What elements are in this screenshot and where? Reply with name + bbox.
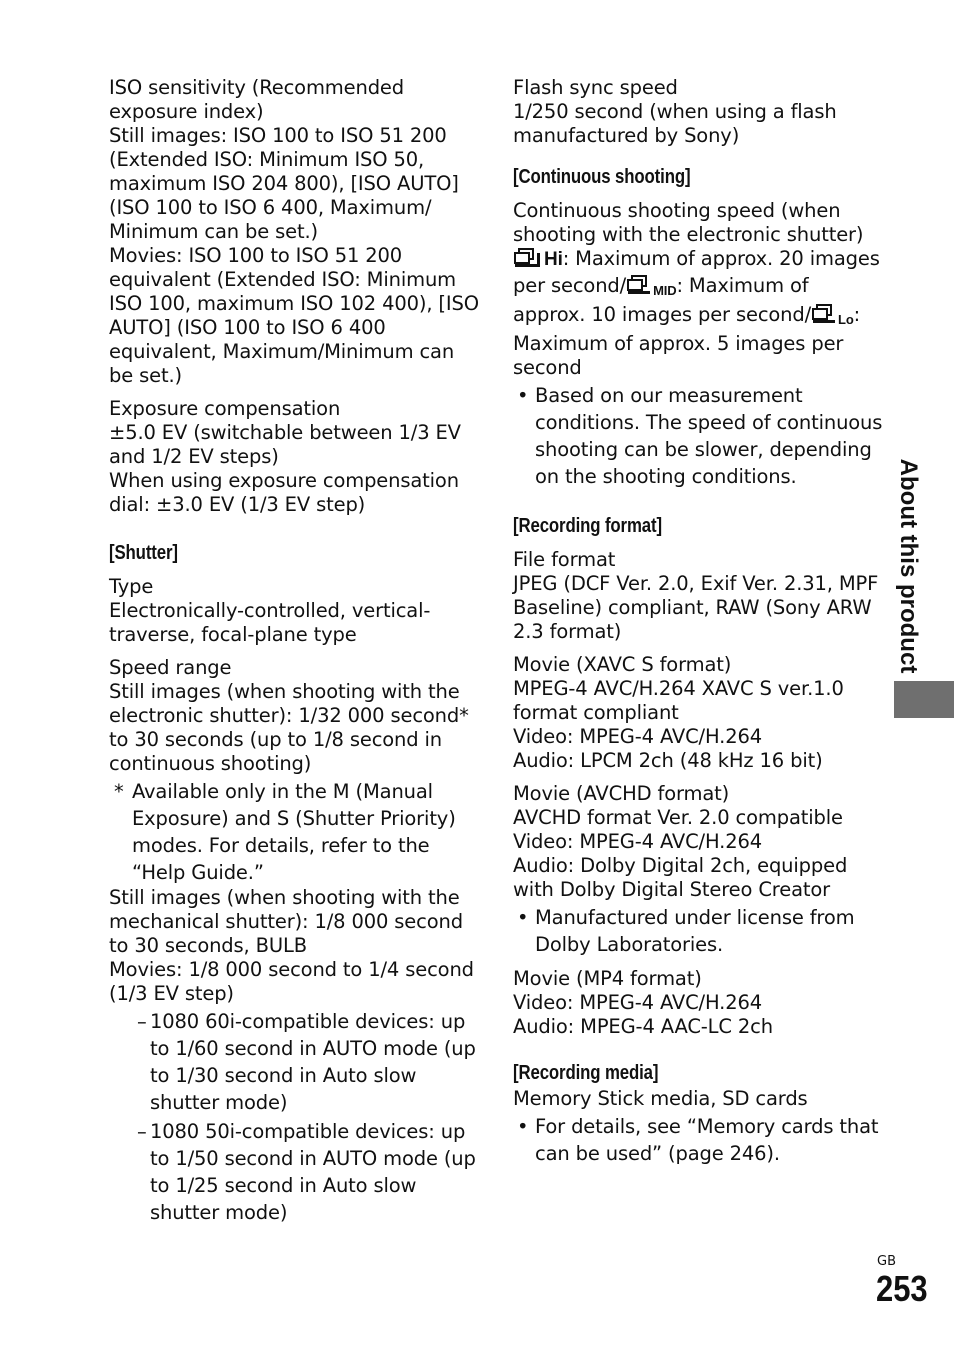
mp4-audio: Audio: MPEG-4 AAC-LC 2ch (513, 1015, 773, 1038)
speed-range-heading: Speed range (109, 656, 232, 679)
media-note (517, 1113, 885, 1167)
recording-media-section-title: [Recording media] (513, 1062, 659, 1084)
xavc-heading: Movie (XAVC S format) (513, 653, 732, 676)
dash-mark: – (137, 1120, 147, 1143)
footnote-mark: * (114, 780, 124, 803)
continuous-shooting-icon (626, 275, 652, 301)
bullet-mark: • (517, 906, 529, 929)
continuous-heading: Continuous shooting speed (when shooting with the electronic shutter) (513, 199, 864, 246)
dash-mark: – (137, 1010, 147, 1033)
speed-movies: Movies: 1/8 000 second to 1/4 second (1/3 EV step) (109, 958, 474, 1005)
exposure-heading: Exposure compensation (109, 397, 341, 420)
media-note-text: For details, see “Memory cards that can be used” (page 246). (535, 1115, 879, 1165)
exposure-dial: When using exposure compensation dial: ±3.0 EV (1/3 EV step) (109, 469, 459, 516)
mp4-block (513, 967, 885, 1039)
iso-movies: Movies: ISO 100 to ISO 51 200 equivalent (Extended ISO: Minimum ISO 100, maximum ISO 102 400), [ISO AUTO] (ISO 100 to ISO 6 400 equivalent, Maximum/Minimum can be set.) (109, 244, 479, 387)
dash-item (137, 1118, 481, 1226)
speed-electronic: Still images (when shooting with the electronic shutter): 1/32 000 second* to 30 seconds (up to 1/8 second in continuous shooting) (109, 680, 469, 775)
mp4-heading: Movie (MP4 format) (513, 967, 702, 990)
recording-format-section-title: [Recording format] (513, 515, 662, 537)
bullet-mark: • (517, 1115, 529, 1138)
continuous-shooting-icon (811, 304, 837, 330)
measurement-note-text: Based on our measurement conditions. The speed of continuous shooting can be slower, depending on the shooting conditions. (535, 384, 883, 488)
dash-item-text: 1080 60i-compatible devices: up to 1/60 second in AUTO mode (up to 1/30 second in Auto slow shutter mode) (150, 1010, 476, 1114)
bullet-mark: • (517, 384, 529, 407)
footnote (114, 778, 481, 886)
continuous-speed-block (513, 199, 885, 490)
iso-sensitivity-block (109, 76, 481, 388)
region-code: GB (877, 1254, 896, 1269)
mode-hi-label: Hi (544, 249, 563, 270)
speed-mechanical: Still images (when shooting with the mechanical shutter): 1/8 000 second to 30 seconds, BULB (109, 886, 463, 957)
avchd-compat: AVCHD format Ver. 2.0 compatible (513, 806, 843, 829)
avchd-heading: Movie (AVCHD format) (513, 782, 730, 805)
avchd-video: Video: MPEG-4 AVC/H.264 (513, 830, 762, 853)
exposure-range: ±5.0 EV (switchable between 1/3 EV and 1/2 EV steps) (109, 421, 461, 468)
dash-item-text: 1080 50i-compatible devices: up to 1/50 second in AUTO mode (up to 1/25 second in Auto slow shutter mode) (150, 1120, 476, 1224)
xavc-compliance: MPEG-4 AVC/H.264 XAVC S ver.1.0 format compliant (513, 677, 844, 724)
continuous-speed-text (513, 247, 885, 380)
mode-mid-label: MID (653, 283, 677, 298)
flash-text: 1/250 second (when using a flash manufactured by Sony) (513, 100, 837, 147)
continuous-shooting-icon (513, 248, 543, 274)
shutter-type-block (109, 575, 481, 647)
media-text: Memory Stick media, SD cards (513, 1087, 808, 1110)
xavc-audio: Audio: LPCM 2ch (48 kHz 16 bit) (513, 749, 823, 772)
footnote-text: Available only in the M (Manual Exposure) and S (Shutter Priority) modes. For details, refer to the “Help Guide.” (132, 780, 456, 884)
shutter-section-title: [Shutter] (109, 542, 178, 564)
iso-still-images: Still images: ISO 100 to ISO 51 200 (Extended ISO: Minimum ISO 50, maximum ISO 204 800), [ISO AUTO] (ISO 100 to ISO 6 400, Maximum/ Minimum can be set.) (109, 124, 459, 243)
mode-lo-label: Lo (838, 312, 854, 327)
iso-heading: ISO sensitivity (Recommended exposure index) (109, 76, 405, 123)
hi-speed-text: : Maximum of approx. 20 images per second/ (513, 247, 880, 297)
side-tab (894, 681, 954, 718)
flash-heading: Flash sync speed (513, 76, 678, 99)
dash-item (137, 1008, 481, 1116)
avchd-audio: Audio: Dolby Digital 2ch, equipped with Dolby Digital Stereo Creator (513, 854, 848, 901)
left-column (109, 76, 481, 1235)
right-column (513, 76, 885, 1176)
xavc-block (513, 653, 885, 773)
side-section-label: About this product (895, 458, 922, 674)
speed-range-block (109, 656, 481, 1226)
type-heading: Type (109, 575, 154, 598)
xavc-video: Video: MPEG-4 AVC/H.264 (513, 725, 762, 748)
file-format-heading: File format (513, 548, 616, 571)
page-number: 253 (876, 1268, 928, 1309)
flash-sync-block (513, 76, 885, 148)
type-text: Electronically-controlled, vertical-traverse, focal-plane type (109, 599, 431, 646)
file-format-text: JPEG (DCF Ver. 2.0, Exif Ver. 2.31, MPF Baseline) compliant, RAW (Sony ARW 2.3 format) (513, 572, 879, 643)
lo-speed-text: : Maximum of approx. 5 images per second (513, 303, 861, 379)
avchd-block (513, 782, 885, 958)
exposure-compensation-block (109, 397, 481, 517)
file-format-block (513, 548, 885, 644)
mp4-video: Video: MPEG-4 AVC/H.264 (513, 991, 762, 1014)
mid-speed-text: : Maximum of approx. 10 images per second/ (513, 274, 812, 326)
continuous-section-title: [Continuous shooting] (513, 166, 691, 188)
measurement-note (517, 382, 885, 490)
dolby-note (517, 904, 885, 958)
dolby-note-text: Manufactured under license from Dolby Laboratories. (535, 906, 855, 956)
recording-media-block (513, 1087, 885, 1167)
